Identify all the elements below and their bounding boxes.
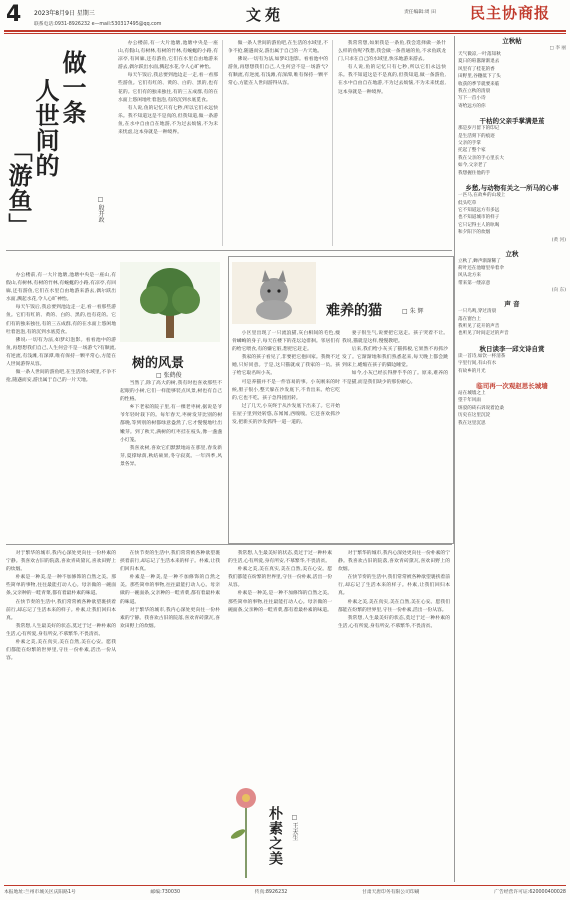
- article4-col3: [228, 550, 332, 766]
- article4-para: 朴素之美,美在真实,美在自然,美在心安。愿我们都能在纷繁的世界里,守住一份朴素,活出一份从容。: [228, 567, 332, 589]
- poem-author: (黄 河): [551, 237, 566, 243]
- poem-line: 也听见了时间走过的声音: [458, 331, 509, 337]
- article1-title-c: 「游鱼」: [4, 138, 33, 238]
- article4-para: 朴素是一种美,是一种不加修饰的自然之美。那些简单的事物,往往最能打动人心。母亲做的一碗面条,父亲种的一畦青菜,都有着最朴素的味道。: [120, 575, 220, 605]
- header-rule: [4, 30, 566, 32]
- poem-title: 声 音: [504, 300, 520, 309]
- poem-line: 读一首诗,如饮一杯清茶: [458, 353, 506, 359]
- article1-para: 做一条人世间的游鱼吧,在生活的水域里,不争不抢,随遇而安,游出属于自己的一片天地。: [6, 370, 116, 384]
- poem-line: 风从北方来: [458, 273, 481, 279]
- poem-block: [458, 249, 566, 294]
- article2-para: 如今,小灰已经长得胖乎乎的了。原来,难养的不是猫,而是我们缺少的那份耐心。: [342, 371, 448, 385]
- article1-para: 办公楼前,有一大片池塘,池塘中央是一座山,有假山,有树林,有树的竹林,有蜿蜒的小路,有凉亭,有回廊,还有游鱼,它们在水里自由地游来游去,偶尔跃出水面,溅起水花,令人心旷神怡。: [118, 41, 218, 71]
- footer-address: 本报地址:兰州市城关区庆阳路1号: [4, 890, 76, 895]
- article4-para: 在快节奏的生活中,我们常常被各种欲望裹挟着前行,却忘记了生活本来的样子。朴素,让我们回归本真。: [338, 575, 450, 597]
- poem-line: 父亲的手掌: [458, 141, 481, 147]
- newspaper-logo: 民主协商报: [470, 4, 551, 22]
- poem-line: 带来第一缕凉意: [458, 280, 491, 286]
- poem-line: 历史在这里沉淀: [458, 413, 491, 419]
- poem-line: 它只记得主人的吆喝: [458, 222, 500, 228]
- article1-para: 有人说,鱼的记忆只有七秒,所以它们永远快乐。我不知道这是不是真的,但我知道,做一条游鱼,在水中自由自在地游,不为过去烦恼,不为未来忧虑,这本身就是一种境界。: [118, 105, 218, 136]
- poem-line: 托起了整个家: [458, 148, 486, 154]
- page-footer: [4, 885, 566, 895]
- poem-title: 秋日读李一邱文诗自赏: [479, 344, 545, 353]
- article4-para: 朴素是一种美,是一种不加修饰的自然之美。那些简单的事物,往往最能打动人心。母亲做的一碗面条,父亲种的一畦青菜,都有着最朴素的味道。: [228, 591, 332, 613]
- article4-title: 朴素之美: [267, 806, 283, 866]
- cat-illustration: [232, 262, 316, 324]
- article3-author: □ 张鹤俊: [156, 372, 182, 379]
- poem-line: 我在父亲的手心里长大: [458, 155, 504, 161]
- poem-line: 夏日的喧嚣渐渐退去: [458, 59, 500, 65]
- section-divider: [6, 544, 452, 545]
- poem-line: 低头吃草: [458, 200, 477, 206]
- article4-col1: [6, 550, 116, 882]
- poem-line: 我听见了花开的声音: [458, 323, 500, 329]
- poem-line: 立秋了,蝉声渐渐稀了: [458, 258, 501, 264]
- poem-line: 我在这里沉思: [458, 420, 486, 426]
- article1-para: 做一条人世间的游鱼吧,在生活的水域里,不争不抢,随遇而安,游出属于自己的一片天地。: [228, 41, 328, 55]
- poem-title: 临司再一次观赵思长城墙: [476, 382, 548, 390]
- column-separator: [222, 40, 223, 246]
- article1-title-b: 人世间的: [31, 78, 60, 178]
- flower-illustration: [228, 770, 264, 878]
- article2-para: 我家的孩子看见了,非要把它抱回家。我拗不过她,只好同意。于是,这只猫就成了我家的一员。孩子给它取名叫小灰。: [232, 355, 340, 377]
- section-divider: [6, 250, 452, 251]
- page-number: 4: [6, 2, 22, 27]
- article1-para: 佛说:一切有为法,如梦幻泡影。看看池中的游鱼,再想想我们自己,人生何尝不是一场游弋?有顺流,有逆流,有浅滩,有深潭,唯有保持一颗平常心,方能在人世间游得从容。: [6, 337, 116, 368]
- poem-block: [458, 116, 566, 177]
- footer-ad-license: 广告经营许可证:620000400028: [494, 890, 566, 895]
- article2-para: 小区里出现了一只流浪猫,灰白相间的毛色,瘦骨嶙峋的身子,每天在楼下的花坛边徘徊。邻居们有的给它喂食,有的嫌它脏,想把它赶走。: [232, 331, 340, 353]
- article1-col1: [118, 40, 218, 246]
- article4-para: 在快节奏的生活中,我们常常被各种欲望裹挟着前行,却忘记了生活本来的样子。朴素,让我们回归本真。: [120, 551, 220, 573]
- right-column-separator: [454, 36, 455, 882]
- article1-author: □ 殷开政: [97, 196, 104, 223]
- article2-author: □ 朱 辉: [402, 308, 424, 315]
- article2-para: 妻子很生气,说要把它送走。孩子哭着不让。我说,猫就是这样,慢慢教吧。: [342, 331, 448, 345]
- poem-line: 荷叶还在池塘里举着伞: [458, 265, 504, 271]
- article4-para: 在快节奏的生活中,我们常常被各种欲望裹挟着前行,却忘记了生活本来的样子。朴素,让我们回归本真。: [6, 599, 116, 621]
- article2-title: 难养的猫: [326, 303, 382, 319]
- article2-para: 可是养猫并不是一件容易的事。小灰刚来的时候,胆子很小,整天躲在沙发底下,不肯出来。给它吃的,它也不吃。孩子急得团团转。: [232, 379, 340, 401]
- article1-col2: [228, 40, 328, 246]
- article1-title-a: 做一条: [58, 50, 87, 125]
- article2-para: 过了几天,小灰终于从沙发底下出来了。它开始在屋子里到处转悠,东闻闻,西嗅嗅。它还喜欢抓沙发,把新买的沙发抓得一道一道的。: [232, 403, 340, 426]
- poem-line: 收获的季节就要来临: [458, 81, 500, 87]
- article1-para: 佛说:一切有为法,如梦幻泡影。看看池中的游鱼,再想想我们自己,人生何尝不是一场游弋?有顺流,有逆流,有浅滩,有深潭,唯有保持一颗平常心,方能在人世间游得从容。: [228, 57, 328, 87]
- header-rule-thin: [4, 33, 566, 34]
- footer-printer: 甘肃天唐印务有限公司印刷: [361, 890, 420, 895]
- article4-para: 我常想,人生最美好的状态,莫过于过一种朴素的生活,心有所爱,身有所安,不慕繁华,不畏清贫。: [228, 551, 332, 565]
- article4-para: 我常想,人生最美好的状态,莫过于过一种朴素的生活,心有所爱,身有所安,不慕繁华,不畏清贫。: [338, 615, 450, 629]
- editor-credit: 责任编辑:周 田: [404, 10, 436, 15]
- poem-author: □ 李 丽: [549, 46, 566, 51]
- article4-col2: [120, 550, 220, 882]
- poem-line: 一只鸟鸣,穿过清晨: [458, 309, 497, 315]
- article3-col: [120, 380, 222, 538]
- poem-line: 落在窗台上: [458, 316, 481, 322]
- column-separator: [332, 40, 333, 246]
- article1-col3: [338, 40, 446, 246]
- article3-para: 我喜欢树,喜欢它们默默地站在那里,春发新芽,夏撑绿荫,秋结硕果,冬守寂寞。一年四季,风景各异。: [120, 445, 222, 467]
- poem-line: 我在立秋的清晨: [458, 89, 491, 95]
- poem-line: 有故乡的月光: [458, 368, 486, 374]
- article4-author: □ 王天生: [291, 814, 298, 841]
- article4-para: 对于繁华的城市,我内心深处更向往一份朴素的宁静。我喜欢古旧的院落,喜欢青砖黛瓦,喜欢田野上的炊烟。: [6, 551, 116, 573]
- article2-para: 后来,我们给小灰买了猫抓板,它果然不再抓沙发了。它渐渐地和我们熟悉起来,每天晚上都会跳到床上,蜷缩在孩子的脚边睡觉。: [342, 347, 448, 369]
- article4-para: 对于繁华的城市,我内心深处更向往一份朴素的宁静。我喜欢古旧的院落,喜欢青砖黛瓦,喜欢田野上的炊烟。: [338, 551, 450, 573]
- article3-para: 当然了,除了高大的树,我有时也喜欢那些不起眼的小树,它们一样能够装点风景,树也有自己的性格。: [120, 381, 222, 403]
- poem-line: 寄给远方的你: [458, 103, 486, 109]
- footer-fax: 传真:8926232: [254, 890, 288, 895]
- article1-para: 每天午饭后,我总要到池边走一走,看一看那些游鱼。它们有红的、黄的、白的、黑的,也有花的。它们有的独来独往,有的三五成群,有的在水面上悠闲地吐着泡泡,有的沉到水底觅食。: [6, 305, 116, 335]
- article4-para: 朴素之美,美在真实,美在自然,美在心安。愿我们都能在纷繁的世界里,守住一份朴素,活出一份从容。: [6, 640, 116, 662]
- contact-info: 联系电话:0931-8926232 e—mail:530317495@qq.com: [34, 22, 162, 27]
- poem-line: 我想握住他的手: [458, 170, 491, 176]
- poem-line: 风里有了桂花的香: [458, 66, 495, 72]
- article4-para: 我常想,人生最美好的状态,莫过于过一种朴素的生活,心有所爱,身有所安,不慕繁华,不畏清贫。: [6, 623, 116, 637]
- poem-line: 望千年风雨: [458, 398, 481, 404]
- poem-author: (向 东): [551, 288, 566, 294]
- poem-line: 是生活刻下的痕迹: [458, 133, 495, 139]
- issue-date: 2023年8月9日 星期三: [34, 10, 95, 17]
- poem-title: 乡愁,与动物有关之一所马的心事: [465, 184, 559, 193]
- poem-line: 那是岁月留下的印记: [458, 126, 500, 132]
- poem-block: [458, 344, 566, 375]
- article1-para: 办公楼前,有一大片池塘,池塘中央是一座山,有假山,有树林,有树的竹林,有蜿蜒的小路,有凉亭,有回廊,还有游鱼,它们在水里自由地游来游去,偶尔跃出水面,溅起水花,令人心旷神怡。: [6, 273, 116, 303]
- poem-line: 字里行间,有山有水: [458, 361, 497, 367]
- article3-title: 树的风景: [132, 356, 185, 371]
- poem-line: 站在城墙之上: [458, 391, 486, 396]
- poem-line: 写下一首小诗: [458, 96, 486, 102]
- poem-block: [458, 36, 566, 110]
- poem-block: [458, 299, 566, 338]
- poem-line: 天气微凉,一叶落知秋: [458, 52, 501, 57]
- poem-line: 斑驳的砖石诉说着沧桑: [458, 405, 504, 411]
- poem-block: [458, 183, 566, 242]
- article4-col4: [338, 550, 450, 882]
- poem-title: 立秋: [505, 249, 519, 258]
- poem-line: 和夕阳下的炊烟: [458, 230, 491, 236]
- article2-col1: [232, 330, 340, 538]
- section-title: 文苑: [246, 6, 285, 24]
- poem-line: 也不知道城市的样子: [458, 215, 500, 221]
- article1-para: 有人说,鱼的记忆只有七秒,所以它们永远快乐。我不知道这是不是真的,但我知道,做一条游鱼,在水中自由自在地游,不为过去烦恼,不为未来忧虑,这本身就是一种境界。: [338, 65, 446, 95]
- article1-col-bottom: [6, 272, 116, 540]
- footer-postcode: 邮编:730030: [150, 890, 181, 895]
- poem-title: 干枯的父亲手掌满是茧: [479, 117, 545, 126]
- poem-line: 一匹马,在故乡的山坡上: [458, 193, 506, 199]
- poetry-column: [458, 36, 566, 427]
- poem-line: 田野里,谷穗低下了头: [458, 74, 501, 80]
- article2-col2: [342, 330, 448, 538]
- article4-para: 朴素是一种美,是一种不加修饰的自然之美。那些简单的事物,往往最能打动人心。母亲做的一碗面条,父亲种的一畦青菜,都有着最朴素的味道。: [6, 575, 116, 597]
- poem-line: 它不知道远方有多远: [458, 207, 500, 213]
- article4-para: 朴素之美,美在真实,美在自然,美在心安。愿我们都能在纷繁的世界里,守住一份朴素,活出一份从容。: [338, 599, 450, 613]
- tree-illustration: [120, 262, 220, 342]
- article1-title-block: [4, 50, 87, 260]
- article1-para: 每天午饭后,我总要到池边走一走,看一看那些游鱼。它们有红的、黄的、白的、黑的,也有花的。它们有的独来独往,有的三五成群,有的在水面上悠闲地吐着泡泡,有的沉到水底觅食。: [118, 73, 218, 103]
- poem-block: [458, 381, 566, 427]
- poem-title: 立秋帖: [502, 37, 522, 45]
- poem-line: 如今,父亲老了: [458, 163, 488, 169]
- article3-para: 乡下老家的院子里,有一棵老枣树,据说是爷爷年轻时栽下的。每年春天,枣树发芽比别的树都晚,等到别的树都绿意盎然了,它才慢慢地吐出嫩芽。到了秋天,满树的红枣挂在枝头,像一盏盏小灯笼。: [120, 405, 222, 443]
- article4-para: 对于繁华的城市,我内心深处更向往一份朴素的宁静。我喜欢古旧的院落,喜欢青砖黛瓦,喜欢田野上的炊烟。: [120, 607, 220, 629]
- article1-para: 我常常想,如果我是一条鱼,我会选择做一条什么样的鱼呢?我想,我会做一条普通的鱼,不求鱼跃龙门,只求在自己的水域里,快乐地游来游去。: [338, 41, 446, 63]
